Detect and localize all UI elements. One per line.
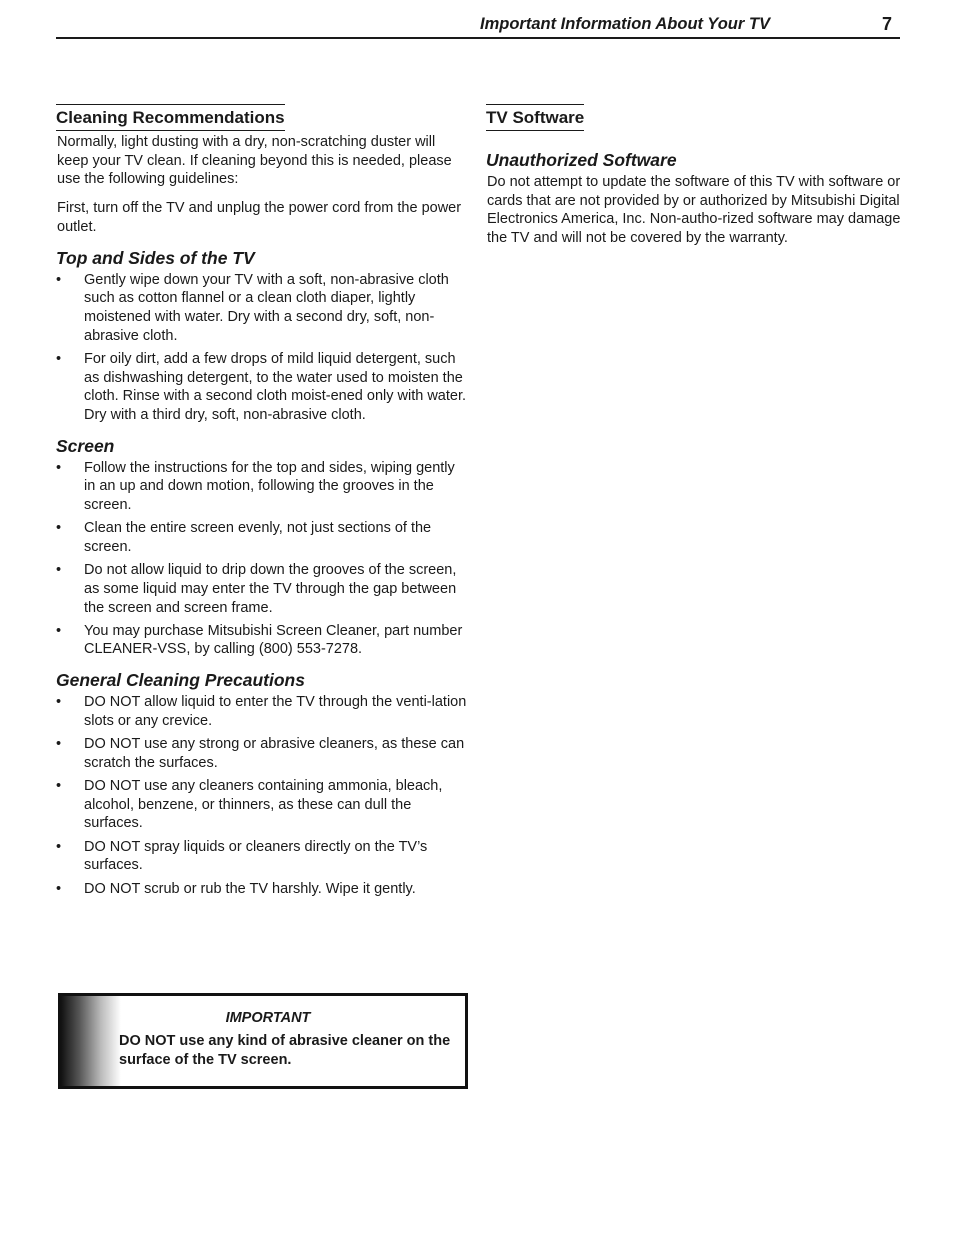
list-item-text: DO NOT scrub or rub the TV harshly. Wipe it gently. [84, 880, 416, 897]
software-paragraph: Do not attempt to update the software of this TV with software or cards that are not provided by or authorized by Mitsubishi Digital Electronics America, Inc. Non-autho-rized software may damage the TV and will not be covered by the warranty. [487, 174, 901, 247]
right-column [486, 104, 902, 258]
list-item [56, 459, 468, 515]
list-item-text: You may purchase Mitsubishi Screen Cleaner, part number CLEANER-VSS, by calling (800) 553-7278. [84, 622, 463, 658]
list-item-text: Clean the entire screen evenly, not just sections of the screen. [84, 520, 432, 555]
bullet-icon: • [56, 562, 62, 579]
bullet-icon: • [56, 838, 62, 855]
list-item [56, 693, 468, 730]
important-notice-content [119, 996, 457, 1070]
intro-paragraph-2: First, turn off the TV and unplug the power cord from the power outlet. [57, 200, 462, 235]
heading-unauthorized-software: Unauthorized Software [486, 150, 677, 170]
bullet-icon: • [56, 459, 62, 476]
list-item-text: Gently wipe down your TV with a soft, non-abrasive cloth such as cotton flannel or a clean cloth diaper, lightly moistened with water. Dry with a second dry, soft, non-abrasive cloth. [84, 271, 449, 344]
list-item [56, 880, 468, 899]
bullet-icon: • [56, 622, 62, 639]
list-item [56, 838, 468, 875]
important-notice-title: IMPORTANT [225, 1010, 311, 1026]
list-item-text: DO NOT use any cleaners containing ammonia, bleach, alcohol, benzene, or thinners, as these can dull the surfaces. [84, 777, 443, 832]
list-item [56, 271, 468, 346]
list-item-text: Do not allow liquid to drip down the grooves of the screen, as some liquid may enter the TV through the gap between the screen and screen frame. [84, 562, 457, 616]
list-item [56, 622, 468, 659]
list-item-text: DO NOT use any strong or abrasive cleaners, as these can scratch the surfaces. [84, 736, 465, 771]
bullet-icon: • [56, 520, 62, 537]
list-top-sides [56, 271, 468, 425]
bullet-icon: • [56, 736, 62, 753]
list-item-text: For oily dirt, add a few drops of mild liquid detergent, such as dishwashing detergent, to the water used to moisten the cloth. Rinse with a second cloth moist-ened only with water. Dry with a third dry, soft, non-abrasive cloth. [84, 350, 467, 423]
list-item-text: DO NOT allow liquid to enter the TV through the venti-lation slots or any crevice. [84, 694, 467, 729]
bullet-icon: • [56, 694, 62, 711]
list-item [56, 350, 468, 425]
intro-paragraph-1: Normally, light dusting with a dry, non-scratching duster will keep your TV clean. If cleaning beyond this is needed, please use the following guidelines: [57, 134, 452, 188]
important-notice-text: DO NOT use any kind of abrasive cleaner on the surface of the TV screen. [119, 1033, 451, 1068]
bullet-icon: • [56, 880, 62, 897]
list-item [56, 777, 468, 833]
page-header-title: Important Information About Your TV [480, 15, 770, 33]
bullet-icon: • [56, 777, 62, 794]
list-precautions [56, 693, 468, 898]
section-title-cleaning: Cleaning Recommendations [56, 104, 285, 131]
heading-screen: Screen [56, 435, 115, 456]
list-item-text: Follow the instructions for the top and sides, wiping gently in an up and down motion, following the grooves in the screen. [84, 459, 455, 514]
heading-top-sides: Top and Sides of the TV [56, 247, 255, 268]
bullet-icon: • [56, 350, 62, 367]
list-item [56, 519, 468, 556]
bullet-icon: • [56, 271, 62, 288]
left-column [56, 104, 468, 904]
header-rule [56, 37, 900, 39]
heading-precautions: General Cleaning Precautions [56, 670, 305, 691]
list-item [56, 561, 468, 617]
page-number: 7 [882, 14, 893, 34]
section-title-software: TV Software [486, 104, 584, 131]
list-item [56, 735, 468, 772]
list-screen [56, 459, 468, 660]
list-item-text: DO NOT spray liquids or cleaners directly on the TV’s surfaces. [84, 838, 428, 874]
important-notice-box [58, 993, 468, 1089]
